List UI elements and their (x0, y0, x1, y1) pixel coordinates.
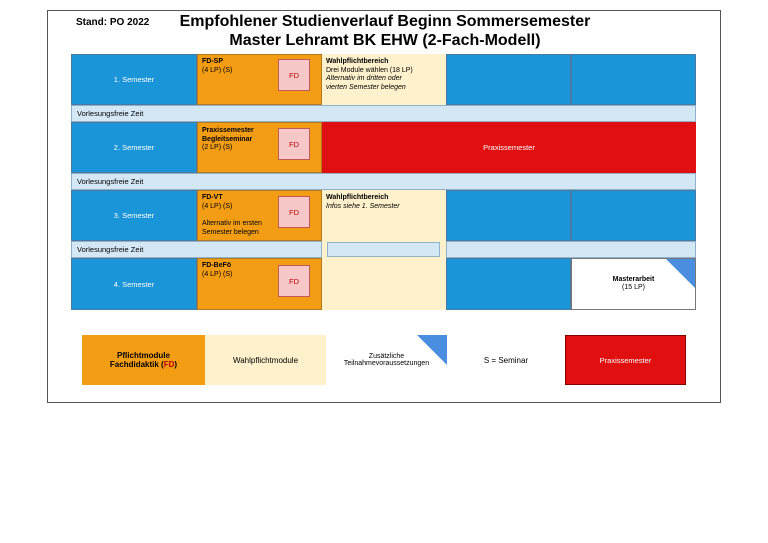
semester-3-label: 3. Semester (71, 190, 197, 241)
legend-zusatz-corner-icon (417, 335, 447, 365)
page-title-line1: Empfohlener Studienverlauf Beginn Sommersemester (179, 13, 591, 30)
legend-pflicht-fd: FD (163, 360, 175, 369)
wahl-sem3-title: Wahlpflichtbereich (326, 194, 389, 201)
stand-label: Stand: PO 2022 (76, 17, 150, 28)
masterarbeit-ects: (15 LP) (622, 284, 645, 291)
praxis-seminar-title2: Begleitseminar (202, 135, 253, 143)
fd-befo-ects: (4 LP) (S) (202, 270, 233, 278)
legend-wahlpflichtmodule: Wahlpflichtmodule (205, 335, 326, 385)
semester-1-slot-4 (446, 54, 571, 105)
module-fd-sp-ects: (4 LP) (S) (202, 66, 233, 74)
fd-vt-ects: (4 LP) (S) (202, 202, 233, 210)
fd-befo-title: FD-BeFö (202, 262, 232, 269)
legend-pflicht-prefix: Fachdidaktik ( (109, 360, 164, 369)
break-3-right (446, 241, 696, 258)
break-1: Vorlesungsfreie Zeit (71, 105, 696, 122)
legend-praxissemester: Praxissemester (565, 335, 686, 385)
legend-pflicht-line1: Pflichtmodule (117, 351, 170, 360)
module-fd-sp-title: FD-SP (202, 58, 223, 65)
masterarbeit-corner-icon (666, 259, 695, 288)
semester-1-slot-5 (571, 54, 696, 105)
fd-badge-sem3: FD (278, 196, 310, 228)
wahl-sem1-title: Wahlpflichtbereich (326, 58, 389, 65)
fd-vt-note2: Semester belegen (202, 228, 259, 236)
wahl-sem1-line3: vierten Semester belegen (326, 83, 406, 91)
semester-1-label: 1. Semester (71, 54, 197, 105)
wahl-sem3-line1: Infos siehe 1. Semester (326, 202, 400, 210)
praxis-seminar-title1: Praxissemester (202, 127, 254, 134)
fd-vt-title: FD-VT (202, 194, 223, 201)
wahl-sem1-line1: Drei Module wählen (18 LP) (326, 66, 413, 74)
break-3-left: Vorlesungsfreie Zeit (71, 241, 322, 258)
module-wahl-sem3 (322, 190, 446, 241)
legend-pflichtmodule (82, 335, 205, 385)
fd-vt-note1: Alternativ im ersten (202, 220, 262, 227)
legend-pflicht-suffix: ) (174, 360, 178, 369)
semester-4-label: 4. Semester (71, 258, 197, 310)
legend-pflicht-line2 (110, 360, 177, 369)
legend-zusatz-line1: Zusätzliche (368, 353, 405, 360)
break-2: Vorlesungsfreie Zeit (71, 173, 696, 190)
page-title-line2: Master Lehramt BK EHW (2-Fach-Modell) (229, 32, 541, 49)
module-wahl-sem1 (322, 54, 446, 105)
masterarbeit-title: Masterarbeit (612, 275, 655, 283)
legend-seminar: S = Seminar (483, 355, 529, 365)
legend-zusatz-line2: Teilnahmevoraussetzungen (343, 360, 430, 367)
wahl-sem1-line2: Alternativ im dritten oder (326, 75, 402, 82)
semester-4-slot-4 (446, 258, 571, 310)
semester-2-label: 2. Semester (71, 122, 197, 173)
praxissemester-block: Praxissemester (322, 122, 696, 173)
praxis-seminar-ects: (2 LP) (S) (202, 144, 233, 151)
semester-3-slot-5 (571, 190, 696, 241)
fd-badge-sem1: FD (278, 59, 310, 91)
break-3-wahl-gap (327, 242, 440, 257)
fd-badge-sem2: FD (278, 128, 310, 160)
fd-badge-sem4: FD (278, 265, 310, 297)
semester-3-slot-4 (446, 190, 571, 241)
